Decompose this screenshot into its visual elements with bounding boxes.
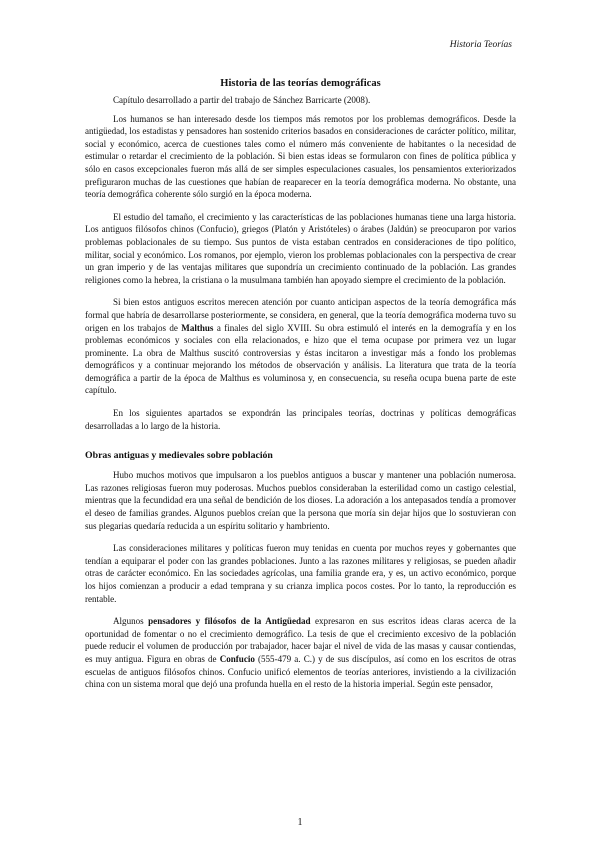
body-paragraph: Las consideraciones militares y políticas fueron muy tenidas en cuenta por muchos reyes y gobernantes que tendían a equiparar el poder con las grandes poblaciones. Junto a las razones militares y religiosas, se pueden añadir otras de carácter económico. En las sociedades agrícolas, una familia grande era, y es, un activo económico, porque los hijos comienzan a producir a edad temprana y su crianza implica pocos costes. Por lo tanto, la reproducción es rentable. bbox=[85, 543, 516, 604]
body-paragraph bbox=[85, 296, 516, 397]
section-heading: Obras antiguas y medievales sobre población bbox=[85, 450, 273, 462]
emphasis-thinkers: pensadores y filósofos de la Antigüedad bbox=[148, 616, 311, 627]
page-number: 1 bbox=[297, 817, 303, 828]
document-title: Historia de las teorías demográficas bbox=[220, 78, 381, 89]
body-paragraph: Los humanos se han interesado desde los tiempos más remotos por los problemas demográficos. Desde la antigüedad, los estadistas y pensadores han sostenido criterios basados en consideraciones de carácter político, militar, social y económico, acerca de cuestiones tales como el número más conveniente de habitantes o la necesidad de estimular o retardar el crecimiento de la población. Si bien estas ideas se formularon con fines de política pública y sólo en casos excepcionales fueron más allá de ser simples especulaciones casuales, los pensamientos exteriorizados prefiguraron muchas de las cuestiones que habían de reaparecer en la teoría demográfica moderna. No obstante, una teoría demográfica coherente sólo surgió en la época moderna. bbox=[85, 113, 516, 200]
body-paragraph: Hubo muchos motivos que impulsaron a los pueblos antiguos a buscar y mantener una población numerosa. Las razones religiosas fueron muy poderosas. Muchos pueblos consideraban la esterilidad como un castigo celestial, mientras que la fecundidad era una señal de bendición de los dioses. La adoración a los antepasados tendía a promover el deseo de familias grandes. Algunos pueblos creían que la persona que moría sin dejar hijos que lo sostuvieran con sus plegarias quedaría reducida a un espíritu solitario y hambriento. bbox=[85, 470, 516, 531]
body-paragraph bbox=[85, 615, 516, 691]
body-paragraph: El estudio del tamaño, el crecimiento y las características de las poblaciones humanas tiene una larga historia. Los antiguos filósofos chinos (Confucio), griegos (Platón y Aristóteles) o árabes (Jaldún) se preocuparon por varios problemas poblacionales de su tiempo. Sus puntos de vista estaban centrados en consideraciones de tipo político, militar, social y económico. Los romanos, por ejemplo, vieron los problemas poblacionales con la perspectiva de crear un gran imperio y de las ventajas militares que supondría un crecimiento continuado de la población. Las grandes religiones como la hebrea, la cristiana o la musulmana también han apoyado siempre el crecimiento de la población. bbox=[85, 211, 516, 285]
document-body bbox=[85, 78, 516, 701]
emphasis-malthus: Malthus bbox=[181, 322, 214, 333]
chapter-source-note: Capítulo desarrollado a partir del trabajo de Sánchez Barricarte (2008). bbox=[113, 95, 371, 105]
paragraph-text: expresaron en sus escritos ideas claras acerca de la oportunidad de fomentar o no el crecimiento demográfico. La tesis de que el crecimiento excesivo de la población puede reducir el volumen de producción por trabajador, hacer bajar el nivel de vida de las masas y causar contiendas, es muy antigua. Figura en obras de bbox=[85, 616, 516, 664]
running-header: Historia Teorías bbox=[449, 40, 512, 50]
paragraph-text: Si bien estos antiguos escritos merecen atención por cuanto anticipan aspectos de la teoría demográfica más formal que habría de desarrollarse posteriormente, se considera, en general, que la teoría demográfica moderna tuvo su origen en los trabajos de bbox=[85, 297, 516, 333]
paragraph-text: (555-479 a. C.) y de sus discípulos, así como en los escritos de otras escuelas de antiguos filósofos chinos. Confucio unificó elementos de teorías anteriores, invistiendo a la civilización china con un sistema moral que dejó una profunda huella en el resto de la historia imperial. Según este pensador, bbox=[85, 653, 516, 690]
body-paragraph: En los siguientes apartados se expondrán las principales teorías, doctrinas y políticas demográficas desarrolladas a lo largo de la historia. bbox=[85, 408, 516, 431]
paragraph-text: Algunos bbox=[113, 616, 149, 627]
paragraph-text: a finales del siglo XVIII. Su obra estimuló el interés en la demografía y en los problemas económicos y sociales con ella relacionados, e hizo que el tema ocupase por primera vez un lugar prominente. La obra de Malthus suscitó controversias y éstas incitaron a investigar más a fondo los problemas demográficos y a continuar mejorando los métodos de observación y análisis. La literatura que trata de la teoría demográfica a partir de la época de Malthus es voluminosa y, en consecuencia, su reseña ocupa buena parte de este capítulo. bbox=[85, 322, 516, 396]
emphasis-confucio: Confucio bbox=[219, 653, 255, 664]
